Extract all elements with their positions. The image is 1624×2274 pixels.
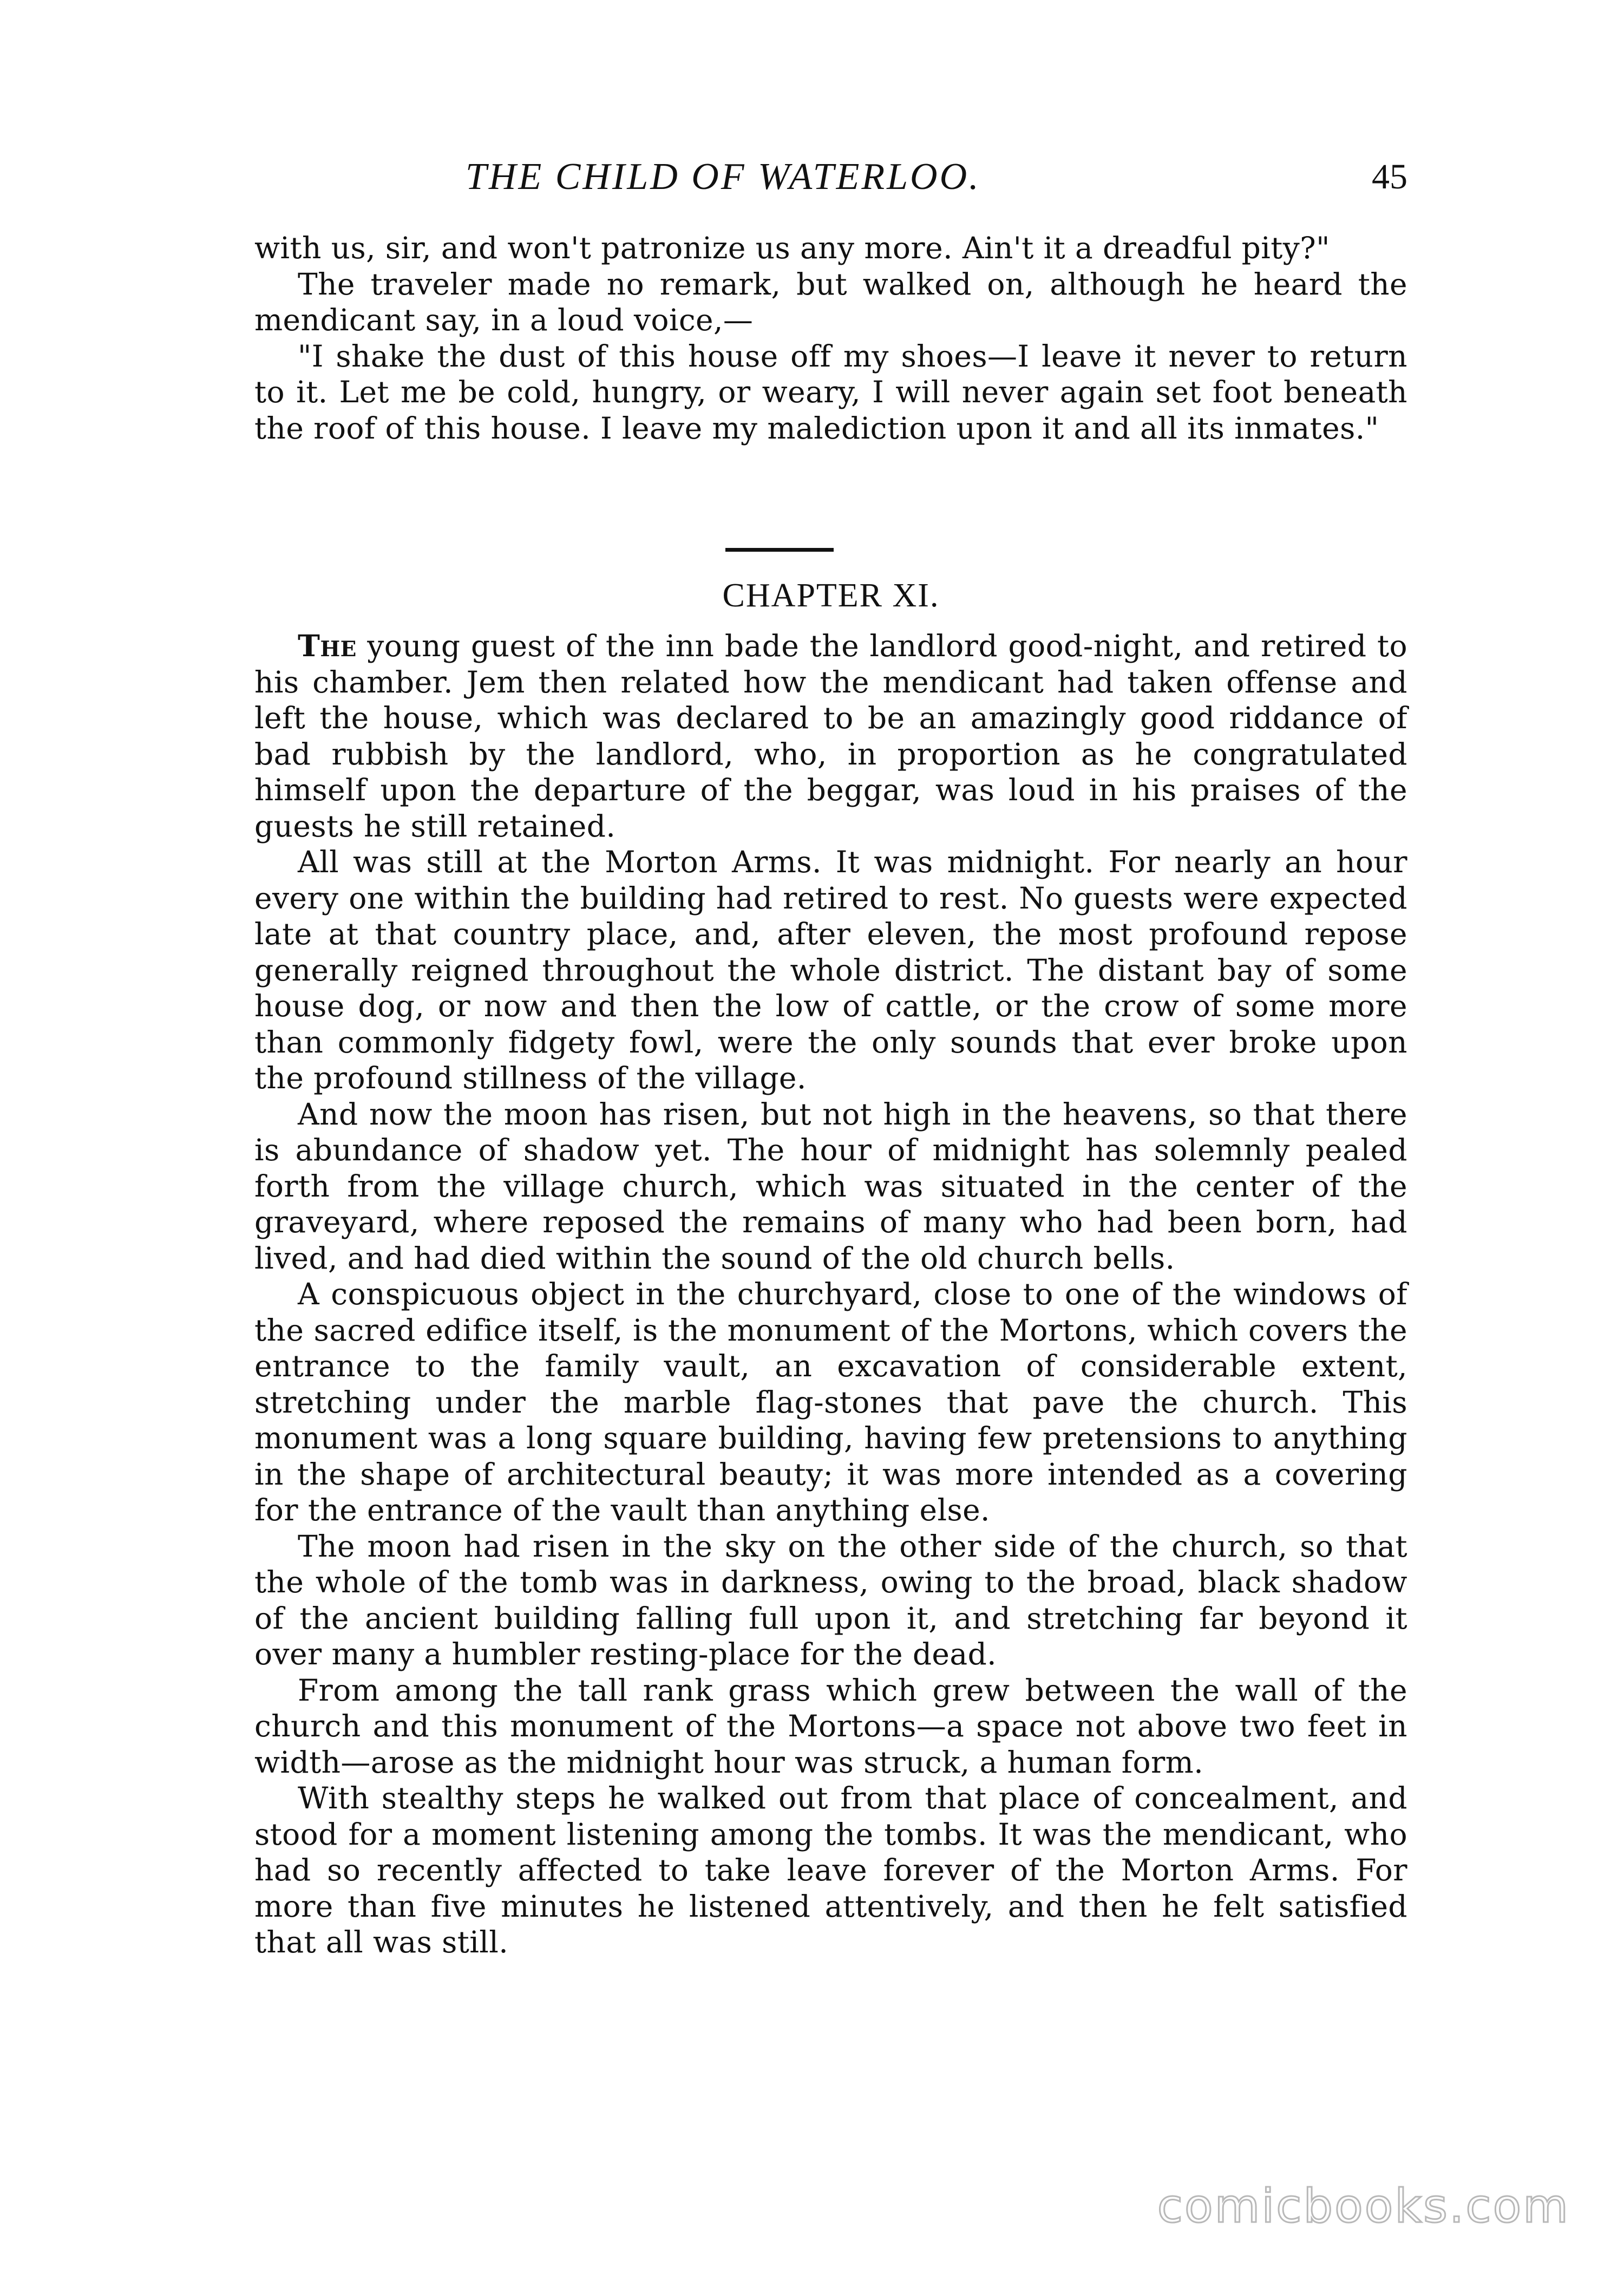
paragraph: From among the tall rank grass which grew between the wall of the church and this monument of the Mortons—a space not above two feet in width—arose as the midnight hour was struck, a human form. (254, 1672, 1407, 1780)
running-title: THE CHILD OF WATERLOO. (466, 156, 981, 198)
paragraph: And now the moon has risen, but not high in the heavens, so that there is abundance of shadow yet. The hour of midnight has solemnly pealed forth from the village church, which was situated in the center of the graveyard, where reposed the remains of many who had been born, had lived, and had died within the sound of the old church bells. (254, 1096, 1407, 1276)
paragraph: With stealthy steps he walked out from that place of concealment, and stood for a moment listening among the tombs. It was the mendicant, who had so recently affected to take leave forever of the Morton Arms. For more than five minutes he listened attentively, and then he felt satisfied that all was still. (254, 1781, 1407, 1959)
chapter-heading: CHAPTER XI. (722, 577, 940, 614)
lead-word: The (298, 628, 357, 663)
paragraph: A conspicuous object in the churchyard, close to one of the windows of the sacred edifice itself, is the monument of the Mortons, which covers the entrance to the family vault, an excavation of considerable extent, stretching under the marble flag-stones that pave the church. This monument was a long square building, having few pretensions to anything in the shape of architectural beauty; it was more intended as a covering for the entrance of the vault than anything else. (254, 1277, 1407, 1527)
running-head (254, 153, 1407, 201)
paragraph: The traveler made no remark, but walked on, although he heard the mendicant say, in a loud voice,— (254, 266, 1407, 337)
section-rule (725, 548, 834, 552)
intro-text (254, 230, 1407, 446)
paragraph: The moon had risen in the sky on the other side of the church, so that the whole of the tomb was in darkness, owing to the broad, black shadow of the ancient building falling full upon it, and stretching far beyond it over many a humbler resting-place for the dead. (254, 1528, 1407, 1671)
paragraph-rest: young guest of the inn bade the landlord good-night, and retired to his chamber. Jem then related how the mendicant had taken offense and left the house, which was declared to be an amazingly good riddance of bad rubbish by the landlord, who, in proportion as he congratulated himself upon the departure of the beggar, was loud in his praises of the guests he still retained. (254, 629, 1407, 844)
paragraph: with us, sir, and won't patronize us any more. Ain't it a dreadful pity?" (254, 231, 1330, 265)
chapter-text (254, 628, 1407, 1961)
paragraph (254, 628, 1407, 844)
paragraph: All was still at the Morton Arms. It was midnight. For nearly an hour every one within the building had retired to rest. No guests were expected late at that country place, and, after eleven, the most profound repose generally reigned throughout the whole district. The distant bay of some house dog, or now and then the low of cattle, or the crow of some more than commonly fidgety fowl, were the only sounds that ever broke upon the profound stillness of the village. (254, 845, 1407, 1095)
watermark: comicbooks.com (1157, 2179, 1570, 2233)
paragraph: "I shake the dust of this house off my shoes—I leave it never to return to it. Let me be cold, hungry, or weary, I will never again set foot beneath the roof of this house. I leave my malediction upon it and all its inmates." (254, 338, 1407, 446)
page-number: 45 (1372, 157, 1407, 197)
